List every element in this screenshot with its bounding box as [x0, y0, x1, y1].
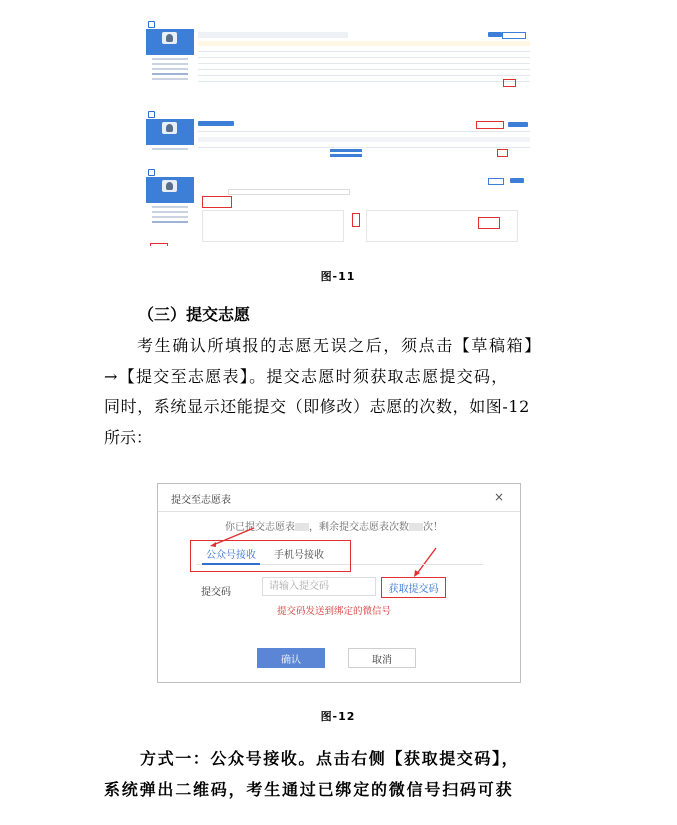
- paragraph-line: 系统弹出二维码，考生通过已绑定的微信号扫码可获: [104, 779, 514, 799]
- submission-info: 你已提交志愿表 ，剩余提交志愿表次数 次！: [225, 522, 443, 533]
- paragraph-line: 考生确认所填报的志愿无误之后，须点击【草稿箱】: [137, 336, 542, 355]
- figure-11-panel-1: [146, 20, 532, 108]
- figure-11-panel-3: [146, 168, 532, 246]
- cancel-button[interactable]: 取消: [348, 648, 416, 668]
- tab-wechat-account[interactable]: 公众号接收: [206, 546, 256, 561]
- paragraph-line: 方式一：公众号接收。点击右侧【获取提交码】，: [140, 749, 520, 768]
- section-heading: （三）提交志愿: [138, 305, 251, 324]
- paragraph-line: 所示：: [104, 427, 153, 447]
- figure-12-caption: 图-12: [320, 710, 356, 723]
- panel-sidebar: [146, 29, 194, 108]
- tab-phone[interactable]: 手机号接收: [274, 550, 324, 561]
- figure-11-caption: 图-11: [320, 270, 356, 283]
- submit-dialog: [157, 483, 521, 683]
- panel-table: [198, 29, 530, 108]
- paragraph-line: 同时，系统显示还能提交（即修改）志愿的次数，如图-12: [104, 397, 530, 416]
- section-paragraph: [104, 331, 574, 453]
- site-logo-icon: [148, 111, 155, 118]
- get-code-button[interactable]: 获取提交码: [381, 577, 446, 598]
- confirm-button[interactable]: 确认: [257, 648, 325, 668]
- tabs-highlight-box: [190, 540, 351, 572]
- panel-header: [146, 20, 532, 29]
- avatar-icon: [162, 180, 177, 192]
- dialog-title: 提交至志愿表: [171, 495, 231, 506]
- code-hint: 提交码发送到绑定的微信号: [277, 606, 392, 617]
- submit-code-label: 提交码: [201, 587, 231, 598]
- figure-11-screenshots: [146, 20, 532, 246]
- site-logo-icon: [148, 21, 155, 28]
- avatar-icon: [162, 32, 177, 44]
- site-logo-icon: [148, 169, 155, 176]
- figure-11-panel-2: [146, 110, 532, 166]
- close-icon[interactable]: ×: [493, 490, 504, 504]
- paragraph-line: →【提交至志愿表】。提交志愿时须获取志愿提交码，: [104, 366, 509, 386]
- avatar-icon: [162, 122, 177, 134]
- method-paragraph: [104, 744, 574, 805]
- submit-code-input[interactable]: [262, 577, 376, 596]
